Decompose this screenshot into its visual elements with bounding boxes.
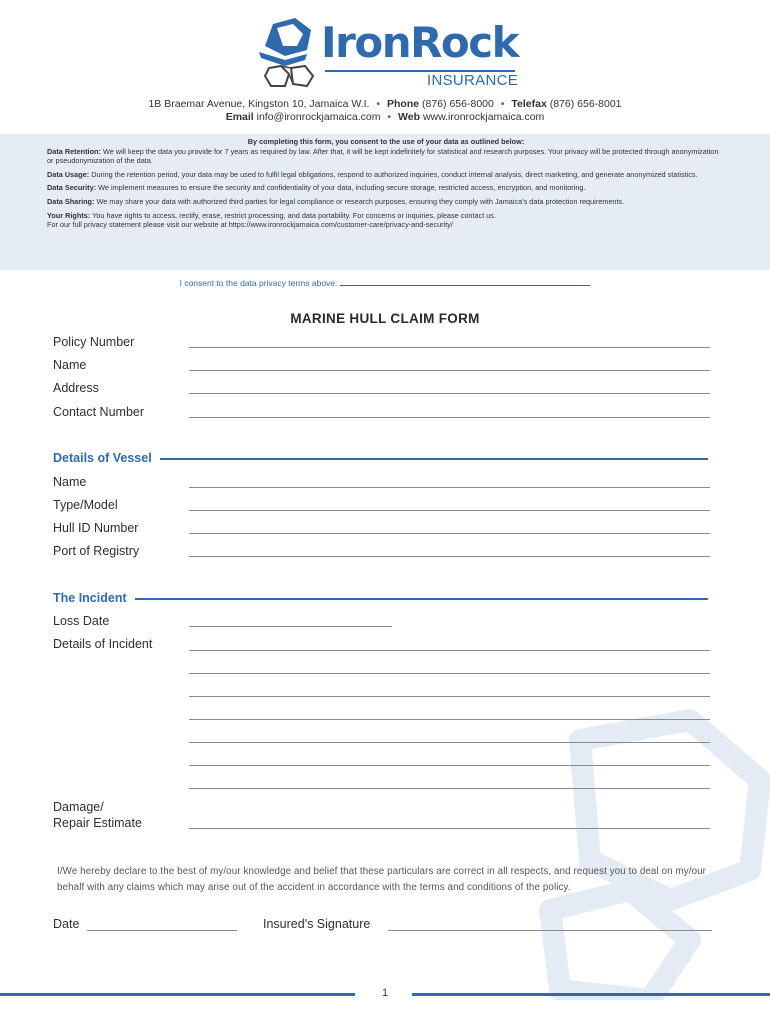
email-address: info@ironrockjamaica.com — [256, 111, 381, 123]
separator-dot: • — [387, 111, 392, 123]
privacy-sharing — [47, 197, 725, 207]
declaration-text: I/We hereby declare to the best of my/our knowledge and belief that these particulars are correct in all respects, and request you to deal on my/our behalf with any claims which may arise out of the accident in accordance with the terms and conditions of the policy. — [57, 866, 707, 893]
address-text: 1B Braemar Avenue, Kingston 10, Jamaica W.I. — [148, 98, 370, 110]
email-label: Email — [225, 111, 254, 123]
brand-name: IronRock — [321, 18, 519, 67]
privacy-statement: For our full privacy statement please visit our website at https://www.ironrockjamaica.com/customer-care/privacy-and-security/ — [47, 220, 453, 230]
address-label: Address — [53, 381, 99, 395]
privacy-retention — [47, 147, 725, 166]
consent-label: I consent to the data privacy terms above: — [179, 278, 338, 288]
date-field[interactable] — [87, 930, 237, 931]
name-label: Name — [53, 358, 87, 372]
sharing-text: We may share your data with authorized third parties for legal compliance or research purposes, ensuring they comply with Jamaica's data protection requirements. — [96, 196, 625, 206]
vessel-type-label: Type/Model — [53, 498, 118, 512]
security-label: Data Security: — [47, 183, 97, 193]
footer-rule-right — [412, 993, 770, 996]
footer-rule-left — [0, 993, 355, 996]
incident-details-line[interactable] — [189, 719, 710, 720]
privacy-intro: By completing this form, you consent to the use of your data as outlined below: — [247, 137, 525, 146]
consent-signature-line[interactable] — [340, 278, 590, 286]
vessel-section-heading: Details of Vessel — [53, 451, 160, 465]
date-label: Date — [53, 917, 80, 931]
privacy-usage — [47, 170, 725, 180]
sharing-label: Data Sharing: — [47, 196, 95, 206]
web-label: Web — [398, 111, 421, 123]
vessel-type-field[interactable] — [189, 510, 710, 511]
web-address: www.ironrockjamaica.com — [422, 111, 545, 123]
damage-label-line1: Damage/ — [53, 800, 104, 814]
vessel-name-field[interactable] — [189, 487, 710, 488]
retention-text: We will keep the data you provide for 7 years as required by law. After that, it will be kept indefinitely for statistical and research purposes. Your privacy will be protected through anonymization or pseudonymization of the data. — [47, 146, 719, 166]
incident-section-heading: The Incident — [53, 591, 135, 605]
address-field[interactable] — [189, 393, 710, 394]
watermark-emblem — [520, 700, 770, 1000]
incident-details-line[interactable] — [189, 765, 710, 766]
security-text: We implement measures to ensure the security and confidentiality of your data, including secure storage, restricted access, encryption, and monitoring. — [98, 183, 586, 193]
rights-label: Your Rights: — [47, 210, 91, 220]
phone-label: Phone — [387, 98, 420, 110]
incident-details-label: Details of Incident — [53, 637, 153, 651]
policy-number-label: Policy Number — [53, 335, 135, 349]
port-registry-field[interactable] — [189, 556, 710, 557]
fax-label: Telefax — [511, 98, 547, 110]
vessel-name-label: Name — [53, 475, 87, 489]
separator-dot: • — [500, 98, 505, 110]
incident-details-line[interactable] — [189, 673, 710, 674]
fax-number: (876) 656-8001 — [549, 98, 622, 110]
phone-number: (876) 656-8000 — [422, 98, 494, 110]
hull-id-label: Hull ID Number — [53, 521, 139, 535]
name-field[interactable] — [189, 370, 710, 371]
privacy-notice — [0, 134, 770, 270]
loss-date-label: Loss Date — [53, 614, 110, 628]
incident-details-line[interactable] — [189, 788, 710, 789]
incident-details-line[interactable] — [189, 650, 710, 651]
damage-estimate-label — [53, 800, 142, 831]
contact-number-label: Contact Number — [53, 405, 145, 419]
incident-details-line[interactable] — [189, 742, 710, 743]
privacy-security — [47, 183, 725, 193]
damage-estimate-field[interactable] — [189, 828, 710, 829]
policy-number-field[interactable] — [189, 347, 710, 348]
usage-text: During the retention period, your data may be used to fulfil legal obligations, respond to authorized inquiries, conduct internal analysis, direct marketing, and generate anonymized statistics. — [91, 169, 698, 179]
rock-emblem-icon — [255, 16, 321, 90]
usage-label: Data Usage: — [47, 169, 90, 179]
port-registry-label: Port of Registry — [53, 544, 140, 558]
damage-label-line2: Repair Estimate — [53, 815, 142, 830]
hull-id-field[interactable] — [189, 533, 710, 534]
brand-subtitle: INSURANCE — [427, 72, 519, 89]
page-number: 1 — [381, 987, 389, 999]
privacy-rights — [47, 211, 725, 221]
incident-details-line[interactable] — [189, 696, 710, 697]
signature-field[interactable] — [388, 930, 712, 931]
contact-number-field[interactable] — [189, 417, 710, 418]
rights-text: You have rights to access, rectify, erase, restrict processing, and data portability. For concerns or inquiries, please contact us. — [92, 210, 496, 220]
company-logo — [255, 12, 525, 92]
incident-section-rule — [53, 598, 708, 600]
consent-row — [0, 278, 770, 288]
retention-label: Data Retention: — [47, 146, 101, 156]
separator-dot: • — [376, 98, 381, 110]
signature-label: Insured's Signature — [263, 917, 371, 931]
contact-info — [0, 98, 770, 124]
form-title: MARINE HULL CLAIM FORM — [290, 311, 480, 326]
loss-date-field[interactable] — [189, 626, 392, 627]
